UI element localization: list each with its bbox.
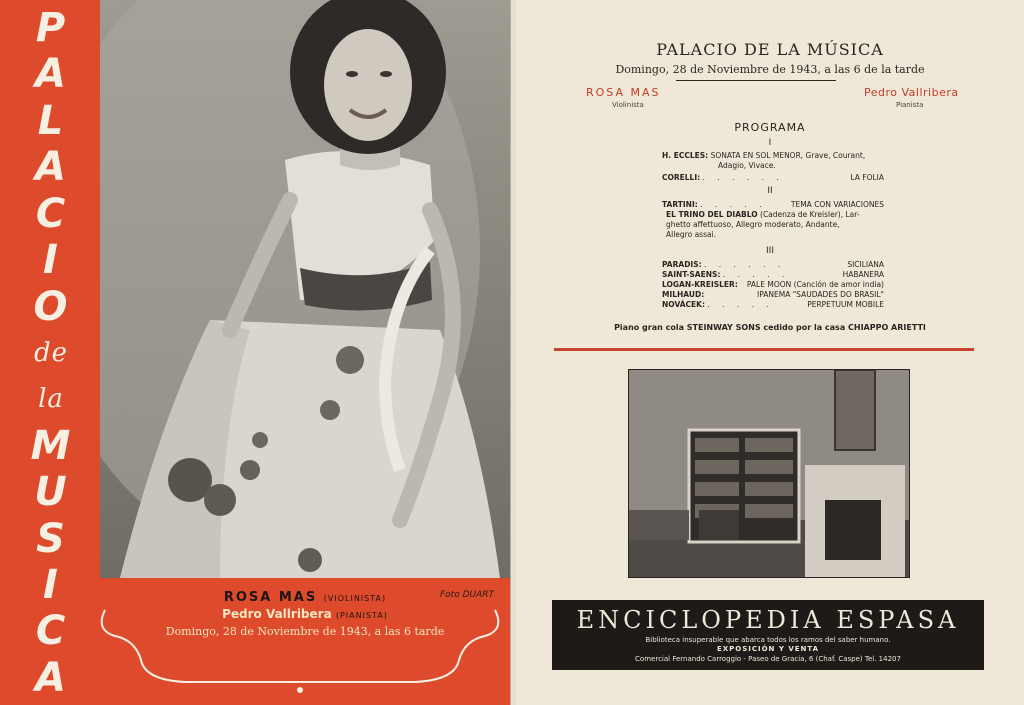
- piano-note: Piano gran cola STEINWAY SONS cedido por la casa CHIAPPO ARIETTI: [614, 323, 926, 332]
- cover-page: [0, 0, 510, 705]
- program-item: LOGAN-KREISLER: PALE MOON (Canción de amor india): [662, 280, 884, 289]
- part-numeral: II: [767, 186, 773, 196]
- advert-title: ENCICLOPEDIA ESPASA: [576, 606, 960, 634]
- concert-date: Domingo, 28 de Noviembre de 1943, a las 6 de la tarde: [615, 63, 925, 76]
- violinist-photo: [100, 0, 510, 578]
- title-letter: L: [37, 97, 65, 144]
- title-letter: A: [35, 51, 67, 98]
- program-item: H. ECCLES: SONATA EN SOL MENOR, Grave, Courant, Adagio, Vivace.: [662, 151, 866, 170]
- title-letter: A: [35, 144, 67, 191]
- title-letter: C: [35, 190, 67, 237]
- program-item: SAINT-SAENS: . . . . . HABANERA: [662, 270, 884, 279]
- part-numeral: III: [766, 246, 774, 256]
- advert-address: Comercial Fernando Carroggio - Paseo de Gracia, 6 (Chaf. Caspe) Tel. 14207: [635, 655, 901, 663]
- program-item: MILHAUD: IPANEMA "SAUDADES DO BRASIL": [662, 290, 884, 299]
- title-letter: A: [35, 654, 67, 701]
- performer1-role: (VIOLINISTA): [323, 594, 387, 603]
- vertical-title: [20, 5, 82, 701]
- performer1-role: Violinista: [612, 101, 644, 109]
- title-letter: P: [35, 5, 67, 51]
- performer1-name: ROSA MAS: [586, 86, 661, 99]
- performer2-role: (PIANISTA): [335, 611, 388, 620]
- performer2-name: Pedro Vallribera: [864, 86, 959, 99]
- program-item: PARADIS: . . . . . . SICILIANA: [662, 260, 884, 269]
- performer1-name: ROSA MAS: [223, 590, 318, 605]
- part-numeral: I: [768, 138, 772, 148]
- cover-date: Domingo, 28 de Noviembre de 1943, a las 6 tarde: [165, 625, 445, 638]
- performer2-name: Pedro Vallribera: [222, 607, 332, 621]
- title-letter: O: [33, 283, 69, 330]
- title-letter: M: [30, 422, 72, 469]
- program-page: [516, 0, 1024, 705]
- program-item: EL TRINO DEL DIABLO (Cadenza de Kreisler), Lar- ghetto affettuoso, Allegro moderato, Andante, Allegro assai.: [666, 210, 860, 239]
- advert-tagline: Biblioteca insuperable que abarca todos los ramos del saber humano.: [645, 636, 891, 644]
- title-letter: I: [43, 237, 59, 284]
- advert-sub: EXPOSICIÓN Y VENTA: [716, 645, 820, 653]
- performer2-role: Pianista: [896, 101, 924, 109]
- title-word: de: [33, 337, 69, 368]
- program-item: TARTINI: . . . . . TEMA CON VARIACIONES: [662, 200, 884, 209]
- program-item: NOVÁCEK: . . . . . PERPETUUM MOBILE: [662, 300, 884, 309]
- divider-line: [676, 80, 836, 81]
- encyclopedia-advert: [552, 600, 984, 670]
- title-letter: U: [34, 469, 68, 516]
- title-letter: S: [36, 515, 66, 562]
- programa-heading: PROGRAMA: [734, 121, 806, 134]
- red-divider: [554, 348, 974, 351]
- cover-caption: [100, 590, 510, 638]
- program-item: CORELLI: . . . . . . LA FOLIA: [662, 173, 884, 182]
- photo-credit: Foto DUART: [440, 590, 495, 600]
- title-letter: C: [35, 608, 67, 655]
- page-title: PALACIO DE LA MÚSICA: [656, 40, 884, 59]
- title-letter: I: [43, 562, 59, 609]
- title-word: la: [38, 384, 64, 415]
- library-room-photo: [628, 369, 910, 578]
